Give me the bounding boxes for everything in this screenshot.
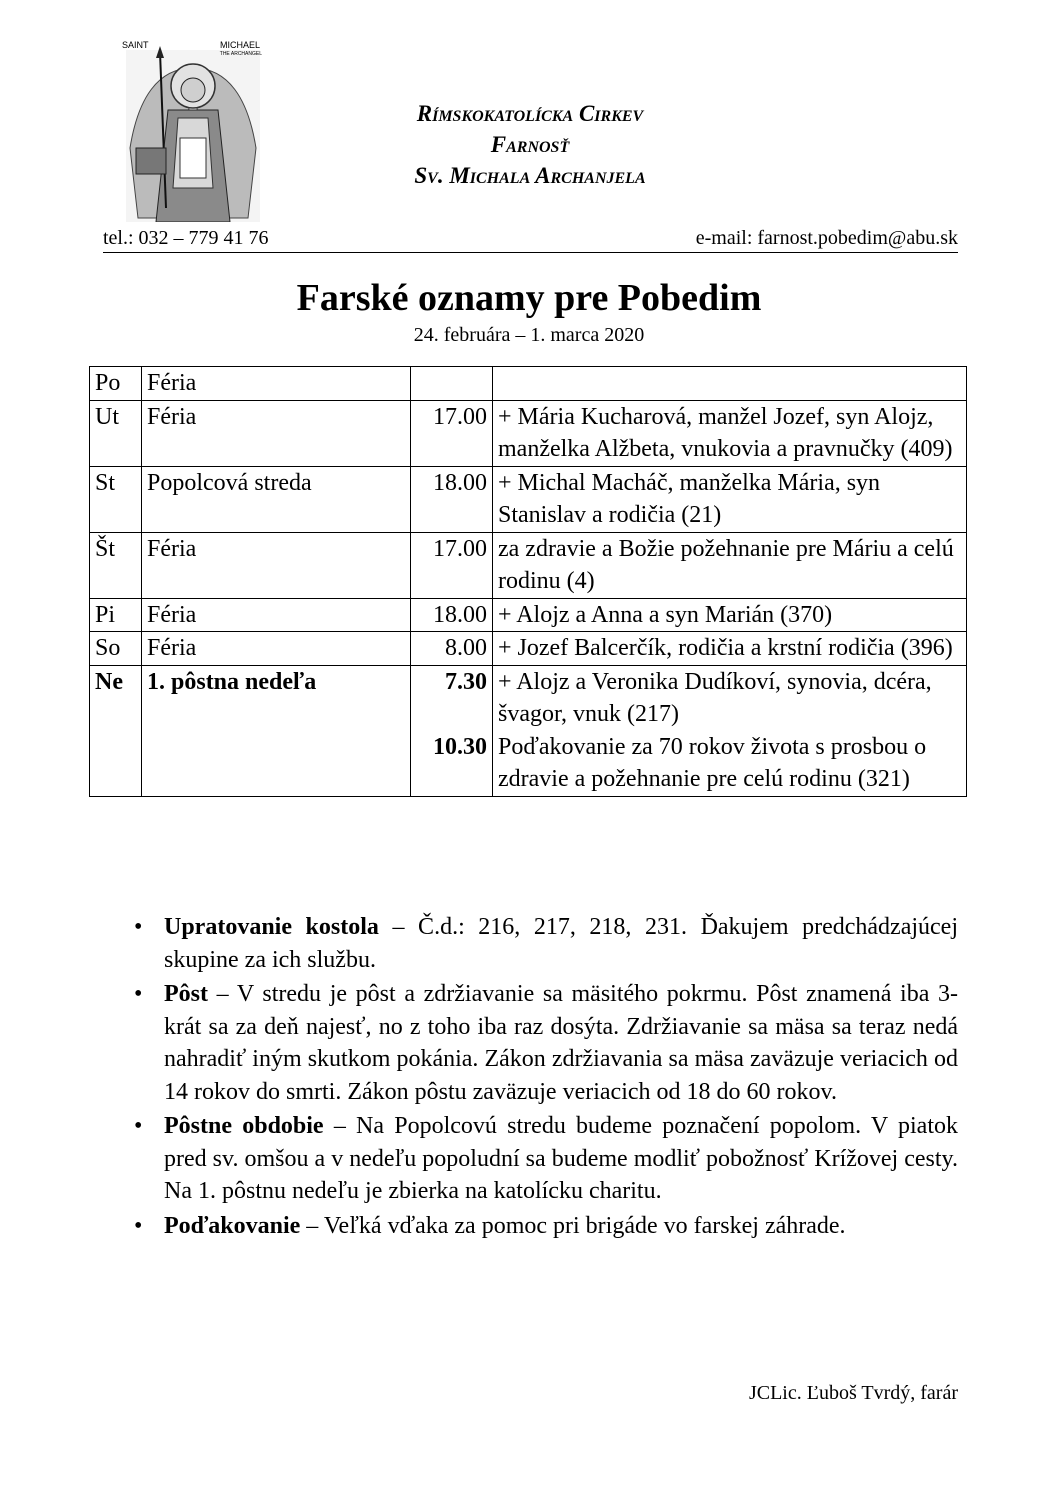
feast-cell: Féria: [142, 367, 411, 401]
note-text: – Na Popolcovú stredu budeme poznačení popolom. V piatok pred sv. omšou a v nedeľu popoludní sa budeme modliť pobožnosť Krížovej cesty. Na 1. pôstnu nedeľu je zbierka na katolícku charitu.: [164, 1113, 959, 1204]
day-cell: Pi: [90, 598, 142, 632]
announcements-list: [132, 911, 958, 1244]
feast-cell: 1. pôstna nedeľa: [142, 665, 411, 796]
spacer: [416, 698, 487, 731]
day-cell: So: [90, 632, 142, 666]
saint-michael-icon-image: [118, 38, 268, 222]
day-cell: Po: [90, 367, 142, 401]
feast-cell: Féria: [142, 598, 411, 632]
feast-cell: Popolcová streda: [142, 466, 411, 532]
intention-cell: + Jozef Balcerčík, rodičia a krstní rodičia (396): [493, 632, 967, 666]
table-row: [90, 598, 967, 632]
bullet: •: [134, 1212, 143, 1239]
list-item: [132, 1210, 958, 1243]
feast-cell: Féria: [142, 632, 411, 666]
intention-cell: + Mária Kucharová, manžel Jozef, syn Alojz, manželka Alžbeta, vnukovia a pravnučky (409): [493, 400, 967, 466]
bullet: •: [134, 1113, 143, 1139]
icon-caption-archangel: THE ARCHANGEL: [219, 51, 262, 57]
note-heading: Upratovanie kostola: [164, 914, 379, 940]
note-text: – Č.d.: 216, 217, 218, 231. Ďakujem predchádzajúcej skupine za ich službu.: [164, 914, 959, 973]
time-cell: [411, 367, 493, 401]
sunday-intention-1: + Alojz a Veronika Dudíkoví, synovia, dcéra, švagor, vnuk (217): [498, 668, 932, 727]
day-cell: Ne: [90, 665, 142, 796]
icon-caption-saint: SAINT: [122, 40, 149, 50]
feast-cell: Féria: [142, 532, 411, 598]
mass-schedule-table: [89, 366, 967, 797]
note-text: – Veľká vďaka za pomoc pri brigáde vo farskej záhrade.: [300, 1212, 846, 1239]
intention-cell: + Alojz a Anna a syn Marián (370): [493, 598, 967, 632]
church-name: [330, 98, 730, 191]
day-cell: Št: [90, 532, 142, 598]
sunday-intention-2: Poďakovanie za 70 rokov života s prosbou o zdravie a požehnanie pre celú rodinu (321): [498, 733, 927, 792]
time-cell: 18.00: [411, 466, 493, 532]
note-text: – V stredu je pôst a zdržiavanie sa mäsitého pokrmu. Pôst znamená iba 3-krát sa za deň najesť, no z toho iba raz dosýta. Zdržiavanie sa mäsa sa teraz nedá nahradiť iným skutkom pokánia. Zákon zdržiavania sa mäsa zaväzuje veriacich od 14 rokov do smrti. Zákon pôstu zaväzuje veriacich od 18 do 60 rokov.: [164, 981, 958, 1105]
table-row: [90, 367, 967, 401]
time-cell: 8.00: [411, 632, 493, 666]
table-row: [90, 632, 967, 666]
intention-cell: za zdravie a Božie požehnanie pre Máriu a celú rodinu (4): [493, 532, 967, 598]
note-heading: Poďakovanie: [164, 1212, 301, 1239]
church-line-2: Farnosť: [490, 132, 570, 157]
feast-cell: Féria: [142, 400, 411, 466]
bullet: •: [134, 914, 143, 940]
time-cell: [411, 665, 493, 796]
table-row: [90, 532, 967, 598]
icon-caption-michael: MICHAEL: [219, 40, 260, 50]
contact-line: [103, 226, 958, 253]
church-line-3: Sv. Michala Archanjela: [414, 163, 646, 188]
time-cell: 18.00: [411, 598, 493, 632]
date-range: 24. februára – 1. marca 2020: [413, 324, 645, 346]
table-row: [90, 400, 967, 466]
intention-cell: + Michal Macháč, manželka Mária, syn Stanislav a rodičia (21): [493, 466, 967, 532]
signature: JCLic. Ľuboš Tvrdý, farár: [748, 1382, 958, 1404]
time-cell: 17.00: [411, 400, 493, 466]
list-item: [132, 978, 958, 1108]
page-title: Farské oznamy pre Pobedim: [296, 277, 762, 319]
sunday-time-1: 7.30: [445, 668, 487, 695]
table-row-sunday: [90, 665, 967, 796]
list-item: [132, 1110, 958, 1208]
email: e-mail: farnost.pobedim@abu.sk: [695, 227, 958, 249]
intention-cell: [493, 367, 967, 401]
telephone: tel.: 032 – 779 41 76: [103, 227, 269, 249]
note-heading: Pôst: [164, 981, 208, 1007]
church-line-1: Rímskokatolícka Cirkev: [416, 101, 644, 126]
intention-cell: [493, 665, 967, 796]
time-cell: 17.00: [411, 532, 493, 598]
day-cell: Ut: [90, 400, 142, 466]
note-heading: Pôstne obdobie: [164, 1113, 324, 1139]
table-row: [90, 466, 967, 532]
bullet: •: [134, 981, 143, 1007]
sunday-time-2: 10.30: [433, 733, 487, 760]
list-item: [132, 911, 958, 976]
day-cell: St: [90, 466, 142, 532]
